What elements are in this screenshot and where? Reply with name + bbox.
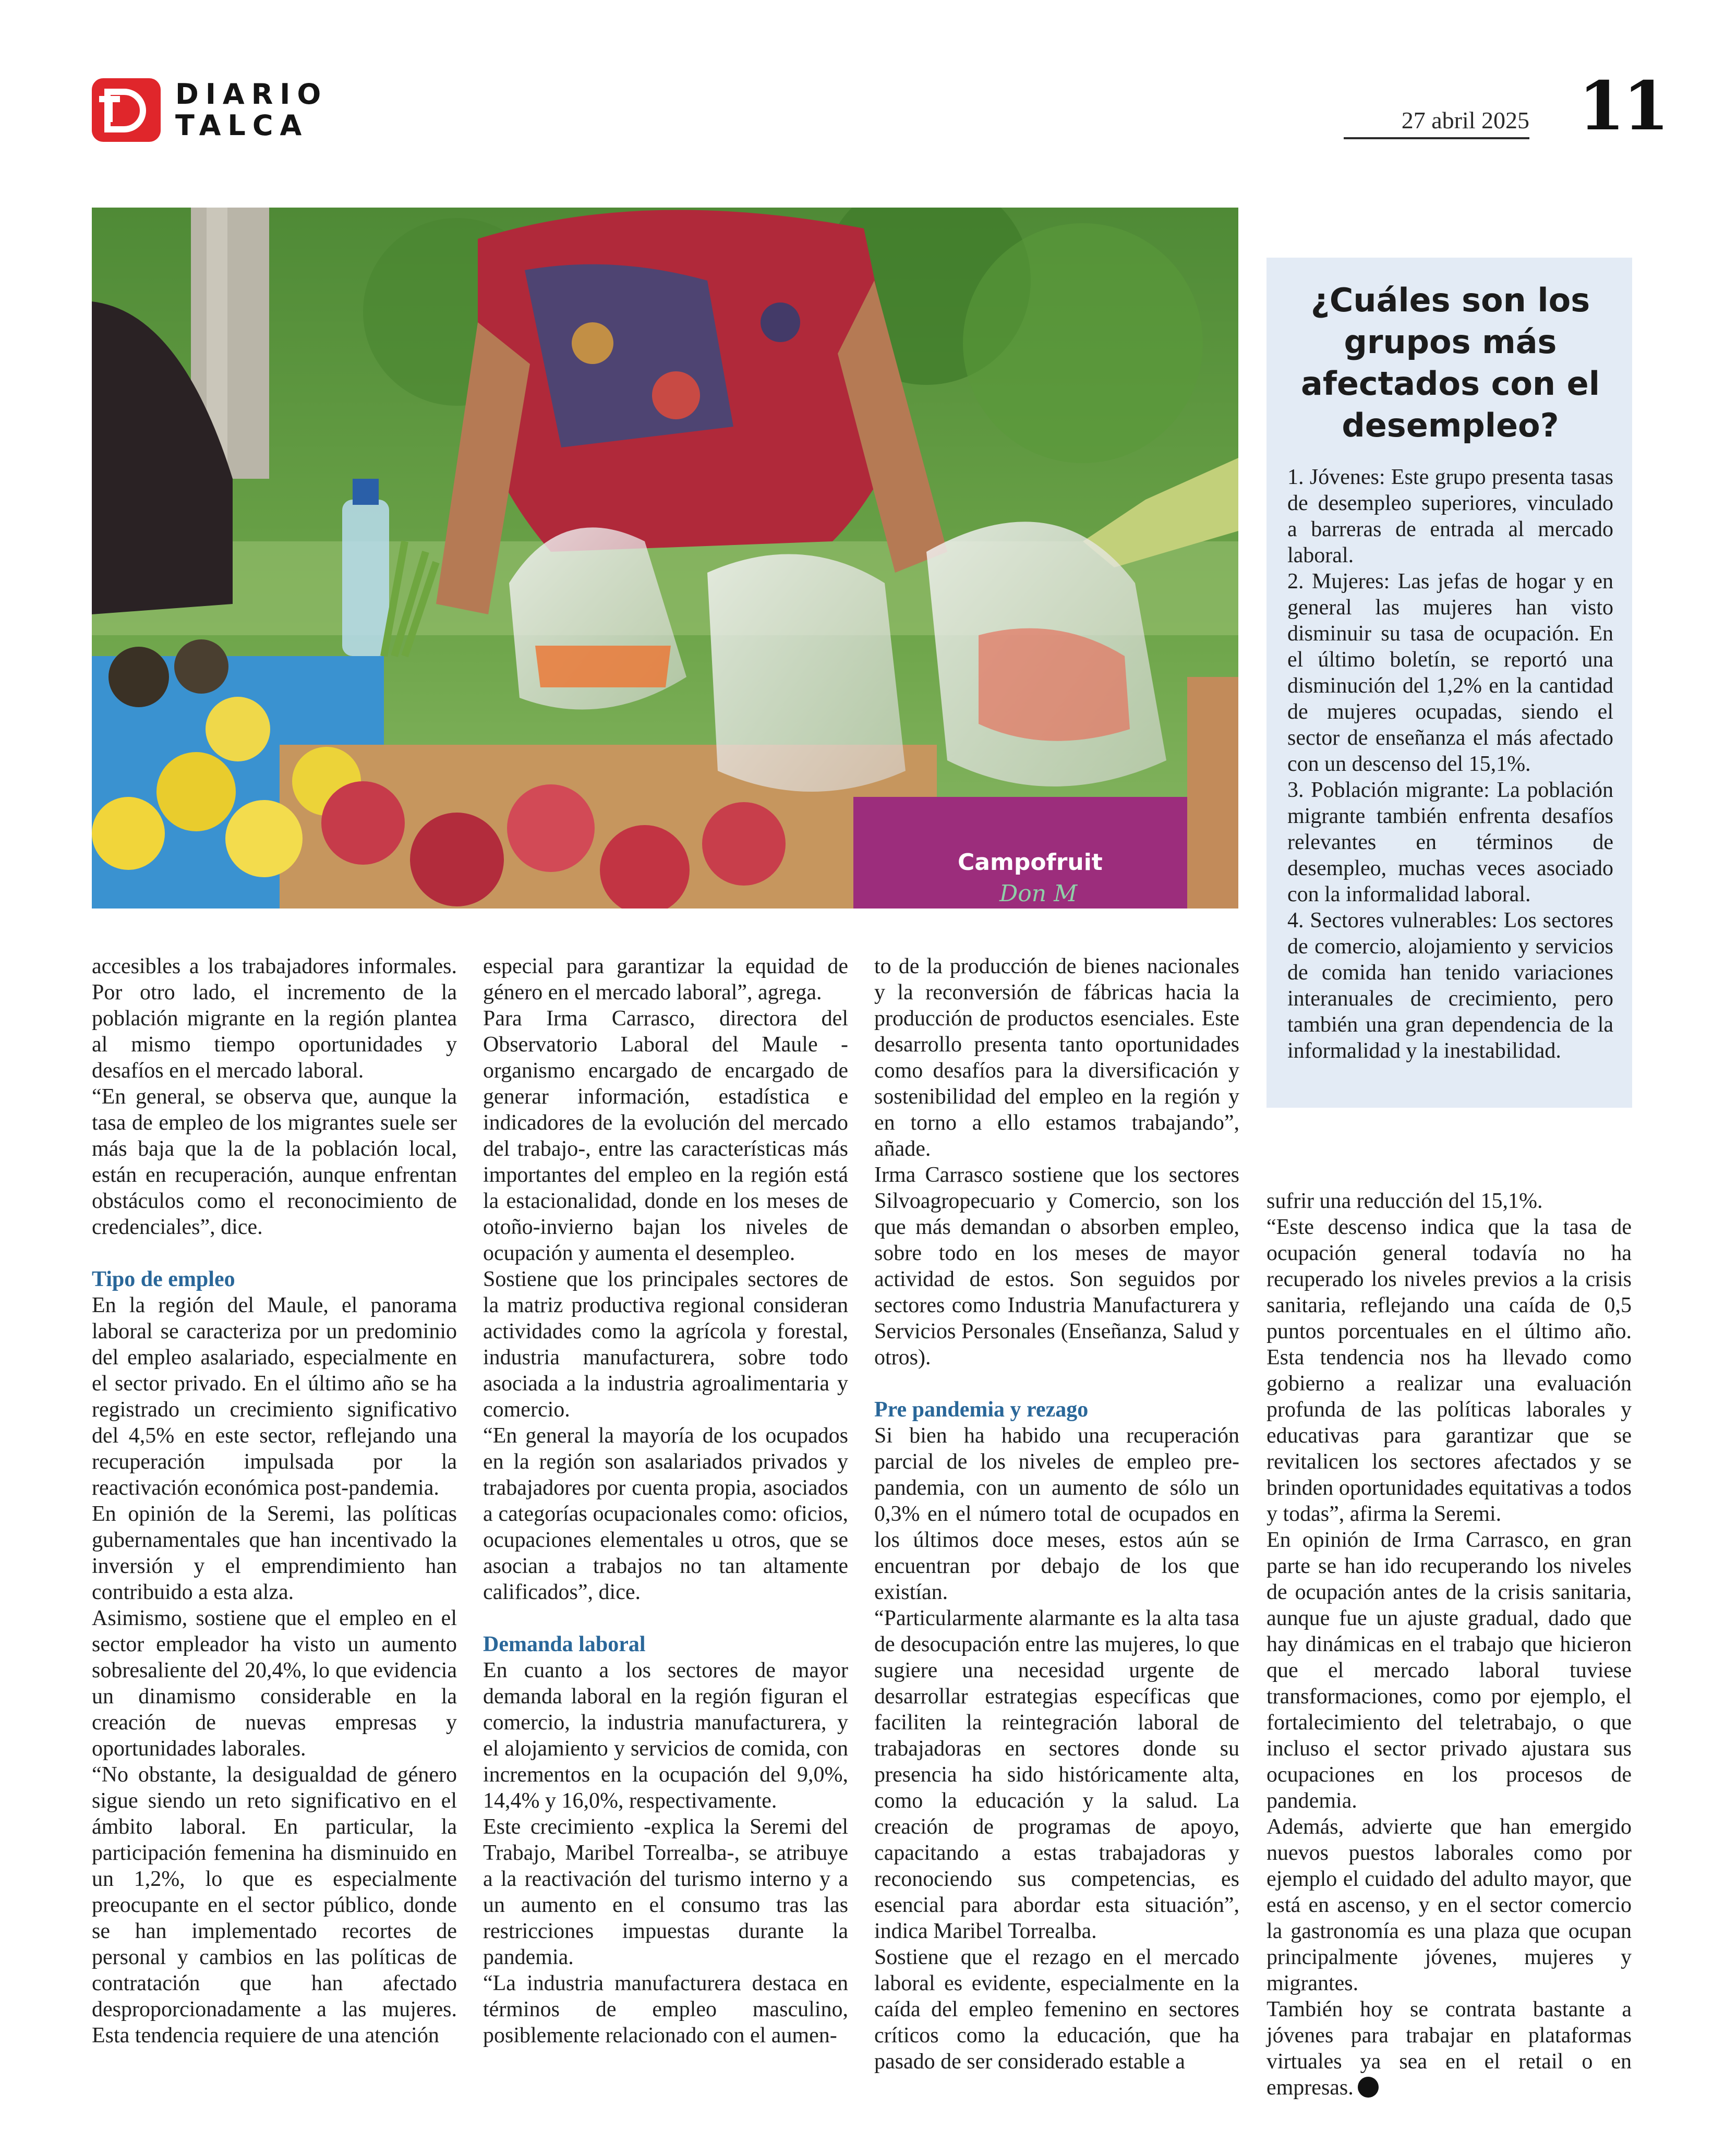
sidebar-item-mujeres: 2. Mujeres: Las jefas de hogar y en general las mujeres han visto disminuir su tasa de ocupación. En el último boletín, se reportó una disminución del 1,2% en la cantidad de mujeres ocupadas, siendo el sector de enseñanza el más afectado con un descenso del 15,1%. [1287,570,1613,776]
article-column-2 [483,953,848,2049]
subheading-pre-pandemia: Pre pandemia y rezago [874,1398,1089,1422]
article-column-4 [1266,1188,1632,2101]
paragraph: sufrir una reducción del 15,1%. [1266,1189,1543,1213]
end-of-article-icon [1358,2077,1379,2098]
paragraph: En cuanto a los sectores de mayor demanda laboral en la región figuran el comercio, la industria manufacturera, y el alojamiento y servicios de comida, con incrementos en la ocupación del 9,0%, 14,4% y 16,0%, respectivamente. [483,1658,848,1813]
logo-line-2: TALCA [175,109,309,142]
sidebar-item-sectores: 4. Sectores vulnerables: Los sectores de comercio, alojamiento y servicios de comida han tenido variaciones interanuales de crecimiento, pero también una gran dependencia de la informalidad y la inestabilidad. [1287,909,1613,1063]
paragraph: accesibles a los trabajadores informales. Por otro lado, el incremento de la población migrante en la región plantea al mismo tiempo oportunidades y desafíos en el mercado laboral. [92,954,457,1083]
paragraph: En opinión de Irma Carrasco, en gran parte se han ido recuperando los niveles de ocupación antes de la crisis sanitaria, aunque fue un ajuste gradual, dado que hay dinámicas en el trabajo que hicieron que el mercado laboral tuviese transformaciones, como por ejemplo, el fortalecimiento del teletrabajo, o que incluso el sector privado ajustara sus ocupaciones en los procesos de pandemia. [1266,1528,1632,1813]
final-text: También hoy se contrata bastante a jóvenes para trabajar en plataformas virtuales ya sea en el retail o en empresas. [1266,1997,1632,2100]
paragraph: Además, advierte que han emergido nuevos puestos laborales como por ejemplo el cuidado del adulto mayor, que está en ascenso, y en el sector comercio la gastronomía es una plaza que ocupan principalmente jóvenes, mujeres y migrantes. [1266,1815,1632,1995]
paragraph-final [1266,1996,1632,2101]
sidebar-item-jovenes: 1. Jóvenes: Este grupo presenta tasas de desempleo superiores, vinculado a barreras de entrada al mercado laboral. [1287,465,1613,567]
paragraph: “Este descenso indica que la tasa de ocupación general todavía no ha recuperado los niveles previos a la crisis sanitaria, reflejando una caída de 0,5 puntos porcentuales en el último año. Esta tendencia nos ha llevado como gobierno a realizar una evaluación profunda de las políticas laborales y educativas para garantizar que se revitalicen los sectores afectados y se brinden oportunidades equitativas a todos y todas”, afirma la Seremi. [1266,1215,1632,1526]
paragraph: to de la producción de bienes nacionales y la reconversión de fábricas hacia la producción de productos esenciales. Este desarrollo presenta tanto oportunidades como desafíos para la diversificación y sostenibilidad del empleo en la región y en torno a ello estamos trabajando”, añade. [874,954,1239,1161]
paragraph: Para Irma Carrasco, directora del Observatorio Laboral del Maule -organismo encargado de encargado de generar información, estadística e indicadores de la evolución del mercado del trabajo-, entre las características más importantes del empleo en la región está la estacionalidad, donde en los meses de otoño-invierno bajan los niveles de ocupación y aumenta el desempleo. [483,1007,848,1265]
paragraph: Asimismo, sostiene que el empleo en el sector empleador ha visto un aumento sobresaliente del 20,4%, lo que evidencia un dinamismo considerable en la creación de nuevas empresas y oportunidades laborales. [92,1606,457,1761]
sidebar-box [1266,258,1632,1108]
paragraph: Irma Carrasco sostiene que los sectores Silvoagropecuario y Comercio, son los que más demandan o absorben empleo, sobre todo en los meses de mayor actividad de estos. Son seguidos por sectores como Industria Manufacturera y Servicios Personales (Enseñanza, Salud y otros). [874,1163,1239,1370]
paragraph: Este crecimiento -explica la Seremi del Trabajo, Maribel Torrealba-, se atribuye a la reactivación del turismo interno y a un aumento en el consumo tras las restricciones impuestas durante la pandemia. [483,1815,848,1969]
paragraph: “En general, se observa que, aunque la tasa de empleo de los migrantes suele ser más baja que la de la población local, están en recuperación, aunque enfrentan obstáculos como el reconocimiento de credenciales”, dice. [92,1085,457,1239]
market-stall-photo [92,208,1238,909]
logo-mark-icon [92,78,161,142]
paragraph: Sostiene que el rezago en el mercado laboral es evidente, especialmente en la caída del empleo femenino en sectores críticos como la educación, que ha pasado de ser considerado estable a [874,1945,1239,2074]
article-column-3 [874,953,1239,2075]
subheading-demanda-laboral: Demanda laboral [483,1632,646,1656]
issue-date: 27 abril 2025 [1344,106,1529,139]
box-lettering-2: Don M [999,880,1078,907]
paragraph: Sostiene que los principales sectores de la matriz productiva regional consideran actividades como la agrícola y forestal, industria manufacturera, sobre todo asociada a la industria agroalimentaria y comercio. [483,1267,848,1422]
paragraph: Si bien ha habido una recuperación parcial de los niveles de empleo pre-pandemia, con un aumento de sólo un 0,3% en el número total de ocupados en los últimos doce meses, estos aún se encuentran por debajo de los que existían. [874,1424,1239,1604]
diario-talca-logo [92,78,328,142]
page-number: 11 [1578,67,1668,146]
paragraph: “En general la mayoría de los ocupados en la región son asalariados privados y trabajadores por cuenta propia, asociados a categorías ocupacionales como: oficios, ocupaciones elementales u otros, que se asocian a trabajos no tan altamente calificados”, dice. [483,1424,848,1604]
logo-wordmark [175,79,328,141]
logo-line-1: DIARIO [175,78,328,111]
subheading-tipo-de-empleo: Tipo de empleo [92,1267,235,1291]
paragraph: “Particularmente alarmante es la alta tasa de desocupación entre las mujeres, lo que sugiere una necesidad urgente de desarrollar estrategias específicas que faciliten la reintegración laboral de trabajadoras en sectores donde su presencia ha sido históricamente alta, como la educación y la salud. La creación de programas de apoyo, capacitando a estas trabajadoras y reconociendo sus competencias, es esencial para abordar esta situación”, indica Maribel Torrealba. [874,1606,1239,1943]
paragraph: En opinión de la Seremi, las políticas gubernamentales que han incentivado la inversión y el emprendimiento han contribuido a esta alza. [92,1502,457,1604]
box-lettering: Campofruit [958,849,1103,876]
paragraph: “La industria manufacturera destaca en términos de empleo masculino, posiblemente relacionado con el aumen- [483,1971,848,2048]
paragraph: En la región del Maule, el panorama laboral se caracteriza por un predominio del empleo asalariado, especialmente en el sector privado. En el último año se ha registrado un crecimiento significativo del 4,5% en este sector, reflejando una recuperación impulsada por la reactivación económica post-pandemia. [92,1293,457,1500]
paragraph: “No obstante, la desigualdad de género sigue siendo un reto significativo en el ámbito laboral. En particular, la participación femenina ha disminuido en un 1,2%, lo que es especialmente preocupante en el sector público, donde se han implementado recortes de personal y cambios en las políticas de contratación que han afectado desproporcionadamente a las mujeres. Esta tendencia requiere de una atención [92,1763,457,2048]
sidebar-title: ¿Cuáles son los grupos más afectados con el desempleo? [1301,281,1600,444]
sidebar-item-migrante: 3. Población migrante: La población migrante también enfrenta desafíos relevantes en términos de desempleo, muchas veces asociado con la informalidad laboral. [1287,778,1613,906]
article-column-1 [92,953,457,2049]
paragraph: especial para garantizar la equidad de género en el mercado laboral”, agrega. [483,954,848,1004]
